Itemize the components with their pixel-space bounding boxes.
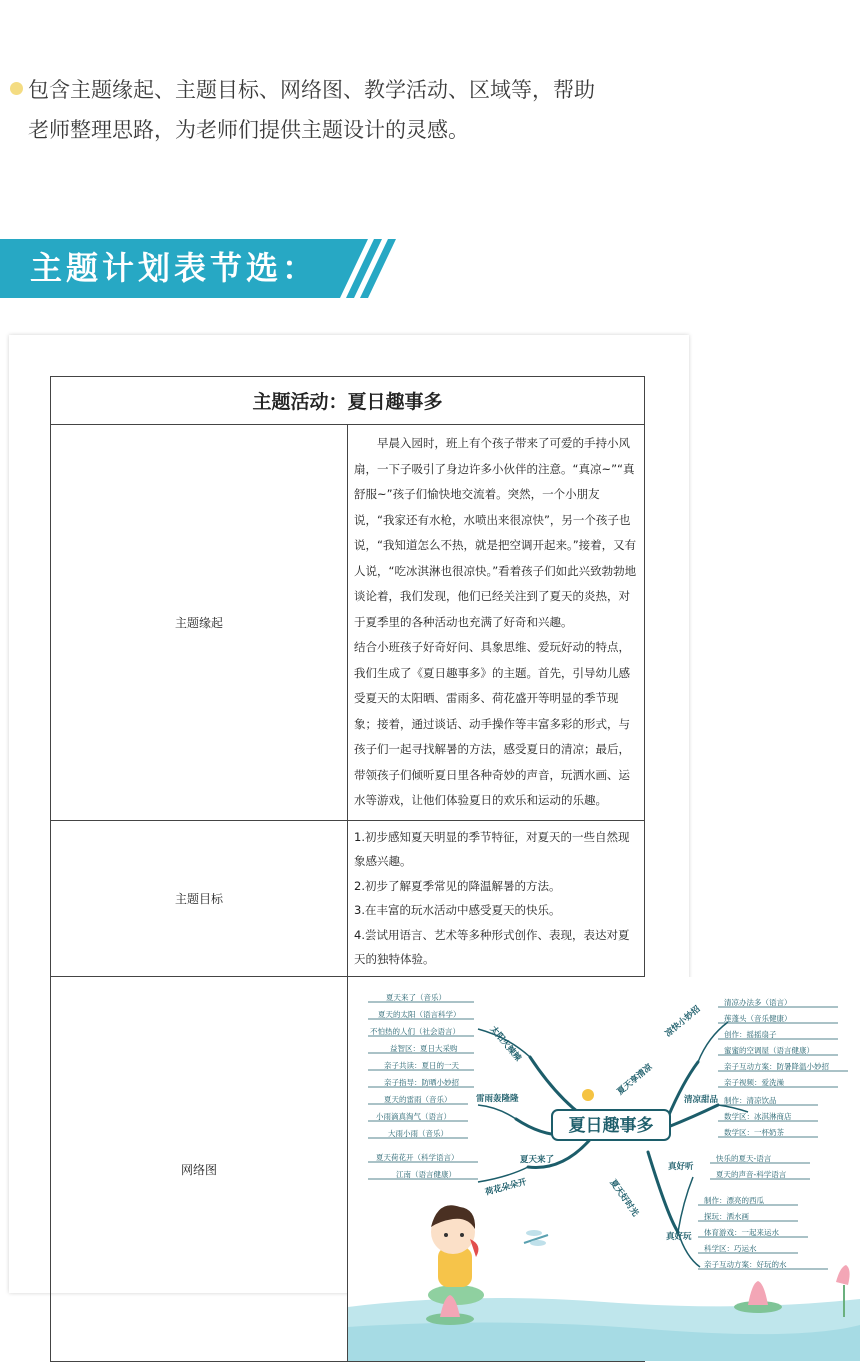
list-item: 数学区：冰淇淋商店 (724, 1112, 792, 1122)
origin-content (348, 425, 645, 821)
list-item: 夏天来了（音乐） (386, 993, 446, 1003)
branch-sun: 太阳火辣辣 (487, 1024, 523, 1064)
origin-paragraph-1: 早晨入园时，班上有个孩子带来了可爱的手持小风扇，一下子吸引了身边许多小伙伴的注意。“真凉~”“真舒服~”孩子们愉快地交流着。突然，一个小朋友说，“我家还有水枪，水喷出来很凉快”，另一个孩子也说，“我知道怎么不热，就是把空调开起来。”接着，又有人说，“吃冰淇淋也很凉快。”看着孩子们如此兴致勃勃地谈论着，我们发现，他们已经关注到了夏天的炎热，对于夏季里的各种活动也充满了好奇和兴趣。 (354, 436, 637, 629)
map-center-title (552, 1110, 670, 1140)
branch-cool-treat: 清凉甜品 (684, 1095, 719, 1106)
map-center-text: 夏日趣事多 (568, 1116, 654, 1137)
list-item: 大雨小雨（音乐） (388, 1129, 448, 1139)
list-item: 夏天的声音-科学语言 (716, 1170, 787, 1180)
list-item: 探玩：洒水画 (704, 1212, 749, 1222)
mind-map (348, 977, 860, 1361)
list-item: 江南（语言健康） (396, 1170, 456, 1180)
bullet-dot-icon (10, 82, 23, 95)
origin-paragraph-2: 结合小班孩子好奇好问、具象思维、爱玩好动的特点，我们生成了《夏日趣事多》的主题。首先，引导幼儿感受夏天的太阳晒、雷雨多、荷花盛开等明显的季节现象；接着，通过谈话、动手操作等丰富多彩的形式，与孩子们一起寻找解暑的方法，感受夏日的清凉；最后，带领孩子们倾听夏日里各种奇妙的声音，玩洒水画、运水等游戏，让他们体验夏日的欢乐和运动的乐趣。 (354, 640, 630, 807)
intro-line-1: 包含主题缘起、主题目标、网络图、教学活动、区域等，帮助 (28, 78, 595, 102)
list-item: 夏天的太阳（语言科学） (378, 1010, 461, 1020)
network-map (348, 977, 829, 1362)
list-item: 体育游戏：一起来运水 (704, 1228, 779, 1238)
list-item: 创作：摇摇扇子 (724, 1030, 777, 1040)
list-item: 数学区：一杯奶茶 (724, 1128, 784, 1138)
banner-title: 主题计划表节选： (30, 249, 319, 287)
origin-label: 主题缘起 (51, 425, 348, 821)
branch-thunder: 雷雨轰隆隆 (476, 1094, 519, 1105)
list-item: 莲蓬头（音乐健康） (724, 1014, 792, 1024)
list-item: 蜜蜜的空调屋（语言健康） (724, 1046, 814, 1056)
list-item: 清凉办法多（语言） (724, 998, 792, 1008)
branch-cool: 夏天享清凉 (615, 1062, 655, 1098)
section-banner (0, 239, 400, 298)
list-item: 夏天的雷雨（音乐） (384, 1095, 452, 1105)
list-item: 小雨滴真淘气（语言） (376, 1112, 451, 1122)
list-item: 亲子共读：夏日的一天 (384, 1061, 459, 1071)
plan-card (9, 335, 829, 1293)
branch-listen: 真好听 (668, 1162, 694, 1173)
list-item: 亲子指导：防晒小妙招 (384, 1078, 459, 1088)
branch-summer-came: 夏天来了 (520, 1155, 555, 1166)
list-item: 益智区：夏日大采购 (390, 1044, 458, 1054)
goal-item: 1.初步感知夏天明显的季节特征，对夏天的一些自然现象感兴趣。 (354, 829, 630, 869)
branch-fun: 真好玩 (666, 1232, 692, 1243)
list-item: 不怕热的人们（社会语言） (370, 1027, 460, 1037)
goals-content (348, 820, 645, 977)
table-title: 主题活动：夏日趣事多 (51, 377, 645, 425)
list-item: 快乐的夏天-语言 (716, 1154, 772, 1164)
goals-label: 主题目标 (51, 820, 348, 977)
sun-icon (582, 1089, 594, 1101)
list-item: 亲子视频：爱洗澡 (724, 1078, 784, 1088)
intro-line-2: 老师整理思路，为老师们提供主题设计的灵感。 (28, 118, 469, 142)
list-item: 亲子互动方案：防暑降温小妙招 (724, 1062, 829, 1072)
goal-item: 3.在丰富的玩水活动中感受夏天的快乐。 (354, 903, 561, 918)
list-item: 制作：清凉饮品 (724, 1096, 777, 1106)
list-item: 夏天荷花开（科学语言） (376, 1153, 459, 1163)
goal-item: 4.尝试用语言、艺术等多种形式创作、表现，表达对夏天的独特体验。 (354, 927, 630, 967)
list-item: 制作：漂亮的西瓜 (704, 1196, 764, 1206)
list-item: 亲子互动方案：好玩的水 (704, 1260, 787, 1270)
branch-good-time: 夏天好时光 (607, 1178, 641, 1219)
list-item: 科学区：巧运水 (704, 1244, 757, 1254)
goal-item: 2.初步了解夏季常见的降温解暑的方法。 (354, 878, 561, 893)
network-label: 网络图 (51, 977, 348, 1362)
branch-lotus: 荷花朵朵开 (484, 1177, 528, 1198)
plan-table (50, 376, 829, 1362)
branch-cool-trick: 凉快小妙招 (663, 1004, 703, 1040)
